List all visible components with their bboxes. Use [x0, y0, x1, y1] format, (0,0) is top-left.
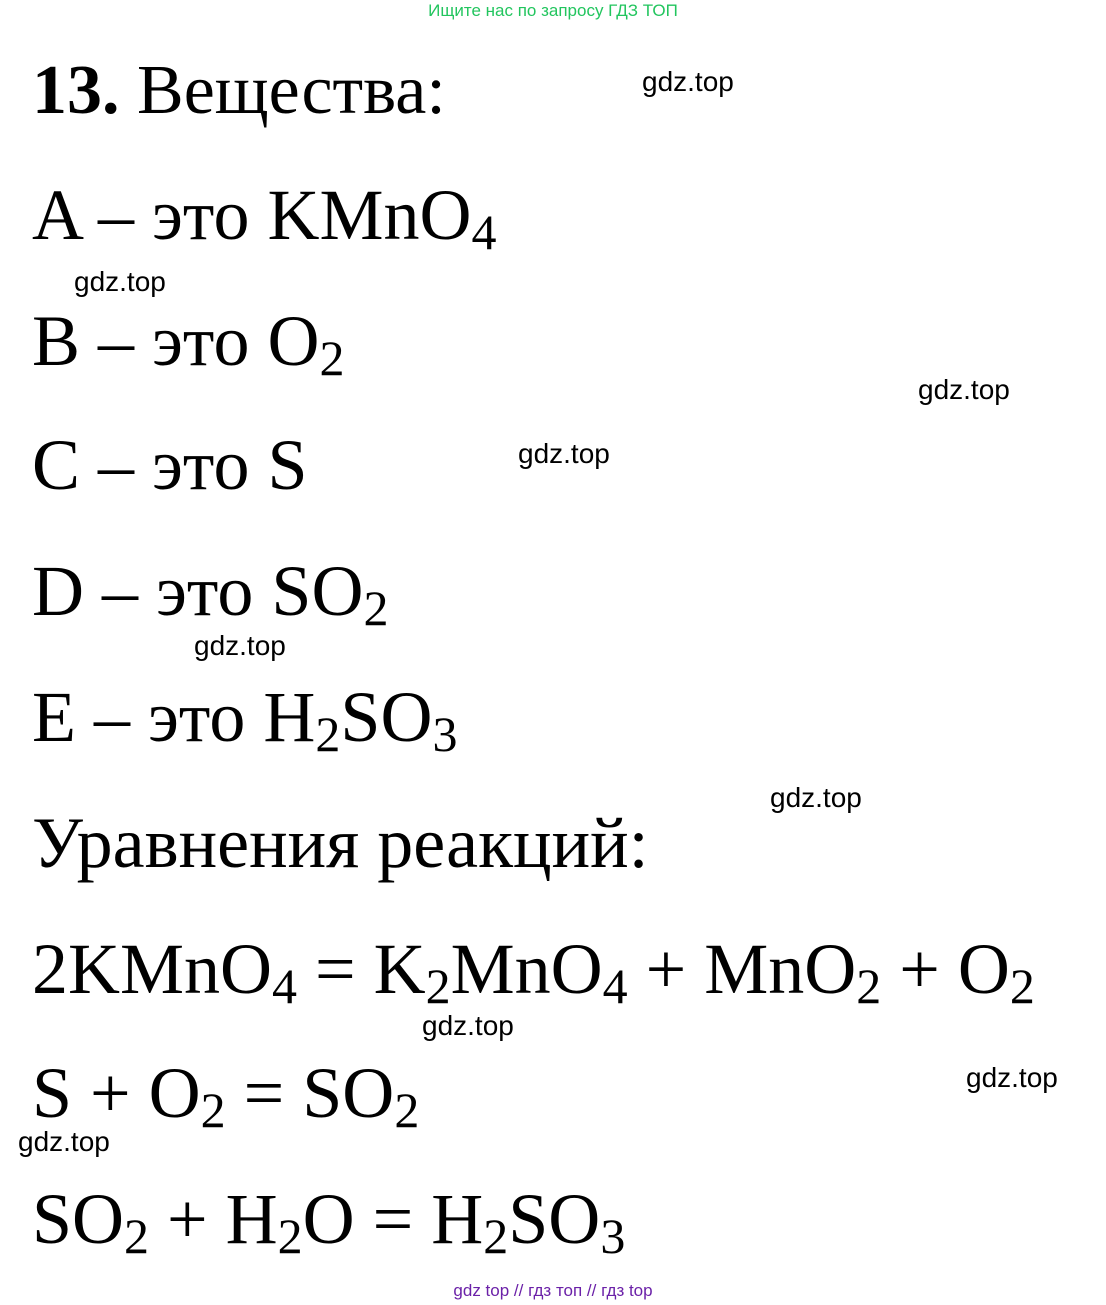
formula-subscript: 2: [856, 958, 882, 1014]
task-heading: [32, 48, 446, 134]
substance-line-d: [32, 548, 388, 634]
watermark: gdz.top: [918, 374, 1010, 405]
task-number: 13.: [32, 52, 120, 129]
watermark: gdz.top: [770, 782, 862, 813]
substance-line-c: [32, 422, 308, 508]
formula-subscript: 4: [602, 958, 628, 1014]
formula-part: = K: [297, 929, 426, 1009]
watermark: gdz.top: [74, 266, 166, 297]
formula-part: S + O: [32, 1053, 201, 1133]
formula-subscript: 3: [600, 1208, 626, 1264]
formula-part: O = H: [302, 1179, 484, 1259]
watermark: gdz.top: [518, 438, 610, 469]
formula-part: KMnO: [267, 175, 472, 255]
formula-subscript: 2: [1009, 958, 1035, 1014]
substance-dash: – это: [80, 425, 268, 505]
formula-part: 2KMnO: [32, 929, 273, 1009]
formula-subscript: 4: [471, 204, 497, 260]
substance-line-e: [32, 674, 457, 760]
substance-letter: E: [32, 677, 76, 757]
formula-part: + O: [881, 929, 1010, 1009]
formula-part: + H: [149, 1179, 278, 1259]
watermark: gdz.top: [194, 630, 286, 661]
formula-subscript: 2: [394, 1082, 420, 1138]
formula-subscript: 2: [277, 1208, 303, 1264]
substance-dash: – это: [84, 551, 272, 631]
formula-subscript: 2: [483, 1208, 509, 1264]
formula-part: SO: [508, 1179, 601, 1259]
substance-dash: – это: [80, 301, 268, 381]
formula-part: H: [263, 677, 316, 757]
substance-dash: – это: [80, 175, 268, 255]
watermark: gdz.top: [642, 66, 734, 97]
formula-part: = SO: [225, 1053, 395, 1133]
substance-letter: B: [32, 301, 81, 381]
watermark: gdz.top: [422, 1010, 514, 1041]
equation-line-1: [32, 926, 1035, 1012]
substance-line-b: [32, 298, 344, 384]
substance-dash: – это: [75, 677, 264, 757]
formula-subscript: 2: [319, 330, 345, 386]
formula-part: MnO: [450, 929, 603, 1009]
equations-title: Уравнения реакций:: [32, 803, 649, 883]
footer-links[interactable]: gdz top // гдз топ // гдз top: [453, 1281, 653, 1300]
formula-subscript: 2: [425, 958, 451, 1014]
substance-letter: A: [32, 175, 81, 255]
top-banner[interactable]: Ищите нас по запросу ГДЗ ТОП: [428, 1, 678, 20]
substance-line-a: [32, 172, 496, 258]
substance-letter: C: [32, 425, 81, 505]
task-title: Вещества:: [137, 52, 446, 129]
formula-subscript: 2: [200, 1082, 226, 1138]
formula-subscript: 4: [272, 958, 298, 1014]
formula-subscript: 2: [315, 706, 341, 762]
formula-part: SO: [271, 551, 364, 631]
watermark: gdz.top: [966, 1062, 1058, 1093]
formula-subscript: 2: [363, 580, 389, 636]
equation-line-3: [32, 1176, 625, 1262]
equation-line-2: [32, 1050, 419, 1136]
formula-part: O: [267, 301, 320, 381]
formula-part: SO: [340, 677, 433, 757]
watermark: gdz.top: [18, 1126, 110, 1157]
formula-part: SO: [32, 1179, 125, 1259]
formula-subscript: 2: [124, 1208, 150, 1264]
formula-part: S: [267, 425, 308, 505]
formula-subscript: 3: [432, 706, 458, 762]
formula-part: + MnO: [627, 929, 857, 1009]
substance-letter: D: [32, 551, 84, 631]
